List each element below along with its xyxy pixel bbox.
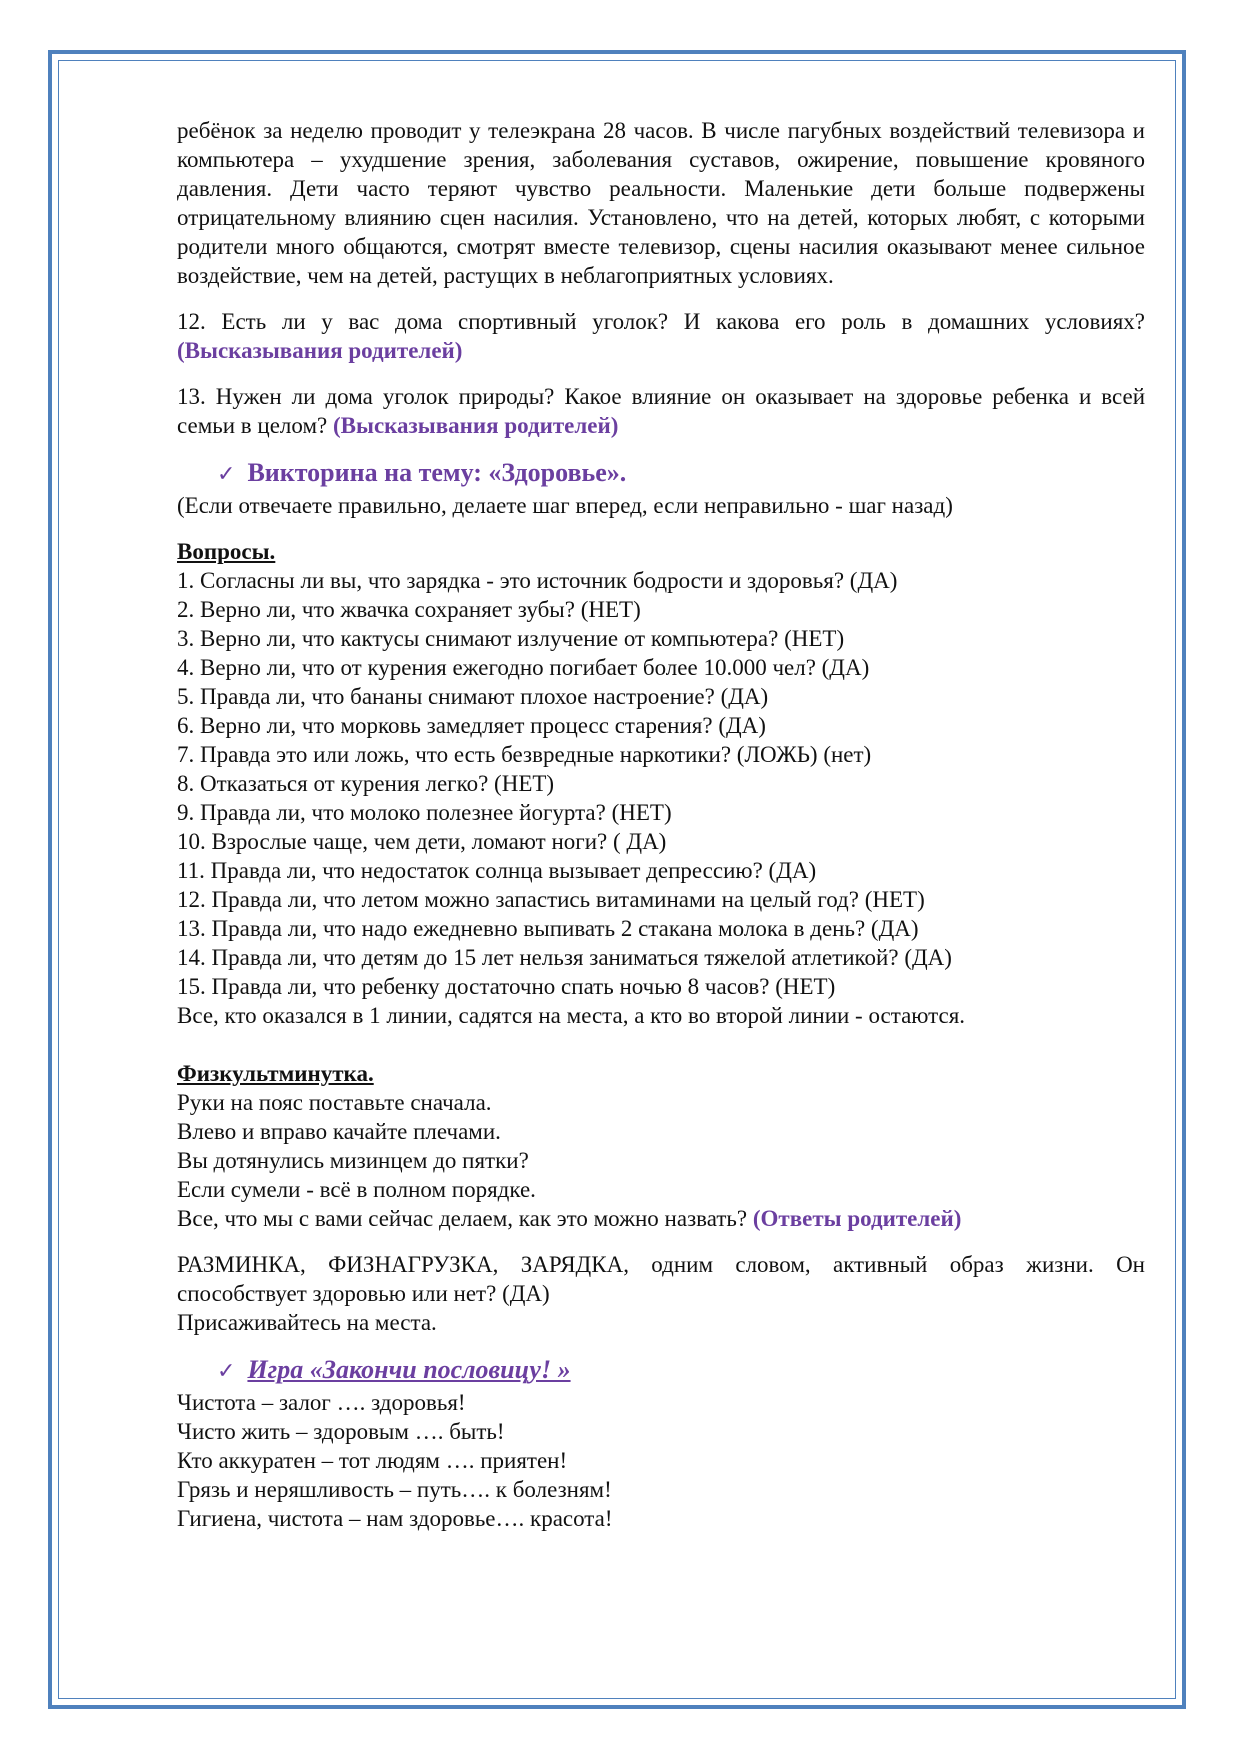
proverb-line: Кто аккуратен – тот людям …. приятен! [177, 1448, 568, 1473]
quiz-question: 1. Согласны ли вы, что зарядка - это источник бодрости и здоровья? (ДА) [177, 568, 898, 593]
proverb-line: Чисто жить – здоровым …. быть! [177, 1419, 505, 1444]
quiz-question: 4. Верно ли, что от курения ежегодно погибает более 10.000 чел? (ДА) [177, 655, 870, 680]
verse-line: Вы дотянулись мизинцем до пятки? [177, 1148, 529, 1173]
proverb-line: Грязь и неряшливость – путь…. к болезням! [177, 1477, 612, 1502]
quiz-question: 12. Правда ли, что летом можно запастись витаминами на целый год? (НЕТ) [177, 887, 925, 912]
quiz-question: 9. Правда ли, что молоко полезнее йогурта? (НЕТ) [177, 800, 672, 825]
quiz-question: 3. Верно ли, что кактусы снимают излучение от компьютера? (НЕТ) [177, 626, 845, 651]
quiz-question-list [177, 566, 1145, 1001]
exercise-question [177, 1204, 1145, 1233]
quiz-question: 2. Верно ли, что жвачка сохраняет зубы? (НЕТ) [177, 597, 641, 622]
quiz-question: 5. Правда ли, что бананы снимают плохое настроение? (ДА) [177, 684, 769, 709]
quiz-heading [177, 457, 1145, 491]
question-12-note: (Высказывания родителей) [177, 338, 463, 363]
check-icon: ✓ [217, 462, 236, 487]
question-13-text: 13. Нужен ли дома уголок природы? Какое влияние он оказывает на здоровье ребенка и всей семьи в целом? [177, 384, 1145, 438]
quiz-rule: (Если отвечаете правильно, делаете шаг вперед, если неправильно - шаг назад) [177, 493, 953, 518]
proverb-line: Чистота – залог …. здоровья! [177, 1390, 466, 1415]
verse-line: Если сумели - всё в полном порядке. [177, 1177, 536, 1202]
document-body [177, 116, 1145, 1533]
quiz-closing: Все, кто оказался в 1 линии, садятся на места, а кто во второй линии - остаются. [177, 1003, 966, 1028]
sit-down-line: Присаживайтесь на места. [177, 1310, 437, 1335]
quiz-question: 14. Правда ли, что детям до 15 лет нельзя заниматься тяжелой атлетикой? (ДА) [177, 945, 952, 970]
quiz-question: 15. Правда ли, что ребенку достаточно спать ночью 8 часов? (НЕТ) [177, 974, 836, 999]
quiz-question: 13. Правда ли, что надо ежедневно выпивать 2 стакана молока в день? (ДА) [177, 916, 919, 941]
verse-line: Влево и вправо качайте плечами. [177, 1119, 501, 1144]
question-12-text: 12. Есть ли у вас дома спортивный уголок? И какова его роль в домашних условиях? [177, 309, 1145, 334]
game-heading [177, 1354, 1145, 1388]
tv-impact-paragraph: ребёнок за неделю проводит у телеэкрана 28 часов. В числе пагубных воздействий телевизора и компьютера – ухудшение зрения, заболевания суставов, ожирение, повышение кровяного давления. Дети часто теряют чувство реальности. Маленькие дети больше подвержены отрицательному влиянию сцен насилия. Установлено, что на детей, которых любят, с которыми родители много общаются, смотрят вместе телевизор, сцены насилия оказывают менее сильное воздействие, чем на детей, растущих в неблагоприятных условиях. [177, 118, 1145, 288]
exercise-answer: РАЗМИНКА, ФИЗНАГРУЗКА, ЗАРЯДКА, одним словом, активный образ жизни. Он способствует здоровью или нет? (ДА) [177, 1252, 1145, 1306]
check-icon: ✓ [217, 1359, 236, 1384]
proverb-line: Гигиена, чистота – нам здоровье…. красота! [177, 1506, 613, 1531]
questions-heading: Вопросы. [177, 539, 276, 564]
exercise-question-text: Все, что мы с вами сейчас делаем, как это можно назвать? [177, 1206, 748, 1231]
question-13-note: (Высказывания родителей) [332, 413, 619, 438]
quiz-question: 10. Взрослые чаще, чем дети, ломают ноги? ( ДА) [177, 829, 667, 854]
exercise-verse [177, 1088, 1145, 1204]
quiz-question: 8. Отказаться от курения легко? (НЕТ) [177, 771, 555, 796]
question-12-paragraph [177, 307, 1145, 365]
quiz-title: Викторина на тему: «Здоровье». [247, 458, 627, 487]
verse-line: Руки на пояс поставьте сначала. [177, 1090, 492, 1115]
game-title: Игра «Закончи пословицу! » [247, 1355, 571, 1384]
question-13-paragraph [177, 382, 1145, 440]
quiz-question: 7. Правда это или ложь, что есть безвредные наркотики? (ЛОЖЬ) (нет) [177, 742, 872, 767]
quiz-question: 11. Правда ли, что недостаток солнца вызывает депрессию? (ДА) [177, 858, 817, 883]
quiz-question: 6. Верно ли, что морковь замедляет процесс старения? (ДА) [177, 713, 766, 738]
proverb-list [177, 1388, 1145, 1533]
exercise-question-note: (Ответы родителей) [752, 1206, 962, 1231]
exercise-heading: Физкультминутка. [177, 1061, 374, 1086]
